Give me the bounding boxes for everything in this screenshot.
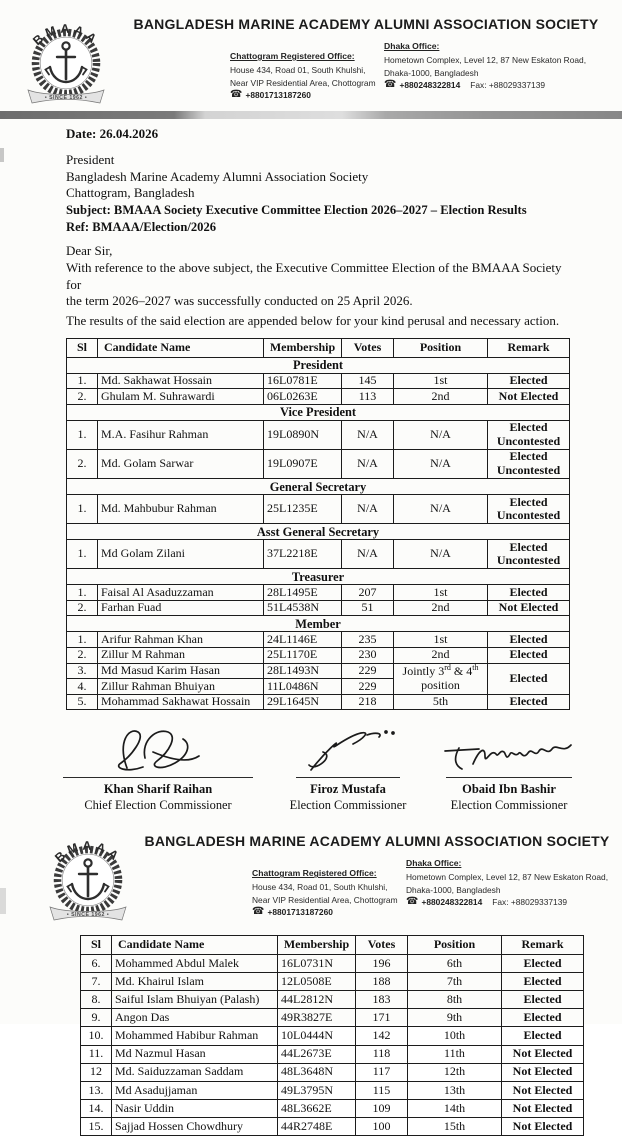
cell-position: 10th — [408, 1027, 502, 1045]
column-header: Votes — [356, 936, 408, 955]
cell-candidate-name: Ghulam M. Suhrawardi — [98, 389, 264, 405]
cell-remark: Elected Uncontested — [488, 540, 570, 569]
cell-remark: Elected Uncontested — [488, 420, 570, 449]
table-row — [67, 647, 570, 663]
cell-position: 8th — [408, 991, 502, 1009]
address-line: Hometown Complex, Level 12, 87 New Eskaton Road, — [384, 55, 587, 65]
cell-candidate-name: Saiful Islam Bhuiyan (Palash) — [112, 991, 278, 1009]
cell-position: 1st — [394, 585, 488, 601]
cell-sl: 13. — [81, 1081, 112, 1099]
chattogram-office-block — [252, 868, 406, 917]
dhaka-office-heading: Dhaka Office: — [384, 41, 440, 51]
table-row — [67, 389, 570, 405]
cell-membership: 25L1170E — [264, 647, 342, 663]
office-section-row — [67, 569, 570, 585]
cell-votes: 118 — [356, 1045, 408, 1063]
cell-candidate-name: Nasir Uddin — [112, 1099, 278, 1117]
cell-candidate-name: Mohammed Abdul Malek — [112, 954, 278, 972]
cell-remark: Not Elected — [502, 1045, 584, 1063]
table-row — [81, 991, 584, 1009]
office-section-title: General Secretary — [67, 479, 570, 495]
cell-sl: 14. — [81, 1099, 112, 1117]
table-row — [81, 954, 584, 972]
cell-candidate-name: Sajjad Hossen Chowdhury — [112, 1118, 278, 1136]
office-addresses — [118, 41, 614, 100]
signature-image — [83, 722, 233, 776]
cell-position: 12th — [408, 1063, 502, 1081]
cell-remark: Elected — [502, 1027, 584, 1045]
signatory-name: Firoz Mustafa — [310, 782, 386, 797]
cell-sl: 2. — [67, 389, 98, 405]
cell-votes: N/A — [342, 449, 394, 478]
phone-icon: ☎ — [252, 906, 265, 918]
table-header-row — [67, 339, 570, 358]
cell-sl: 4. — [67, 679, 98, 695]
cell-membership: 06L0263E — [264, 389, 342, 405]
cell-candidate-name: Md Masud Karim Hasan — [98, 663, 264, 679]
phone-number: +880248322814 — [399, 80, 461, 91]
address-line: House 434, Road 01, South Khulshi, — [252, 882, 388, 893]
cell-membership: 24L1146E — [264, 632, 342, 648]
cell-membership: 48L3648N — [278, 1063, 356, 1081]
logo-acronym: BMAAA — [30, 21, 102, 49]
cell-membership: 19L0890N — [264, 420, 342, 449]
cell-remark: Elected — [488, 373, 570, 389]
election-results-table-page2 — [80, 935, 584, 1136]
cell-remark: Elected — [488, 694, 570, 710]
office-section-row — [67, 357, 570, 373]
cell-position: N/A — [394, 420, 488, 449]
letter-paragraph — [66, 260, 572, 311]
phone-line — [230, 90, 384, 100]
cell-remark: Elected Uncontested — [488, 495, 570, 524]
cell-candidate-name: Md. Khairul Islam — [112, 972, 278, 990]
logo-acronym: BMAAA — [52, 838, 124, 866]
logo-banner-text: • SINCE 1962 • — [66, 912, 110, 919]
cell-sl: 1. — [67, 585, 98, 601]
table-row — [81, 1009, 584, 1027]
address-line: Dhaka-1000, Bangladesh — [406, 884, 501, 895]
signature-line — [63, 777, 253, 778]
table-row — [67, 632, 570, 648]
closing-line: The results of the said election are appended below for your kind perusal and necessary action. — [66, 313, 560, 329]
letterhead-right — [140, 822, 614, 926]
cell-sl: 6. — [81, 954, 112, 972]
office-section-row — [67, 479, 570, 495]
chattogram-office-heading: Chattogram Registered Office: — [230, 51, 355, 61]
cell-position: 7th — [408, 972, 502, 990]
cell-remark: Elected — [502, 1009, 584, 1027]
cell-position: 2nd — [394, 600, 488, 616]
cell-membership: 51L4538N — [264, 600, 342, 616]
cell-votes: 235 — [342, 632, 394, 648]
cell-position: 2nd — [394, 647, 488, 663]
cell-membership: 29L1645N — [264, 694, 342, 710]
cell-votes: N/A — [342, 495, 394, 524]
office-section-row — [67, 616, 570, 632]
column-header: Candidate Name — [98, 339, 264, 358]
cell-remark: Not Elected — [502, 1063, 584, 1081]
phone-icon: ☎ — [384, 79, 397, 91]
office-section-title: Treasurer — [67, 569, 570, 585]
cell-position: N/A — [394, 495, 488, 524]
cell-position: 13th — [408, 1081, 502, 1099]
cell-membership: 49R3827E — [278, 1009, 356, 1027]
cell-sl: 1. — [67, 632, 98, 648]
office-addresses — [140, 858, 614, 917]
cell-votes: 188 — [356, 972, 408, 990]
signature-line — [296, 777, 400, 778]
cell-candidate-name: Md Nazmul Hasan — [112, 1045, 278, 1063]
table-row — [81, 1045, 584, 1063]
cell-votes: 113 — [342, 389, 394, 405]
cell-sl: 12 — [81, 1063, 112, 1081]
cell-votes: N/A — [342, 540, 394, 569]
phone-line — [252, 907, 406, 917]
office-section-title: Vice President — [67, 404, 570, 420]
office-section-row — [67, 524, 570, 540]
column-header: Remark — [488, 339, 570, 358]
column-header: Candidate Name — [112, 936, 278, 955]
cell-sl: 11. — [81, 1045, 112, 1063]
address-line: Dhaka-1000, Bangladesh — [384, 67, 479, 78]
cell-sl: 3. — [67, 663, 98, 679]
signature-election-commissioner-1 — [282, 722, 414, 813]
cell-votes: 230 — [342, 647, 394, 663]
cell-candidate-name: Md. Mahbubur Rahman — [98, 495, 264, 524]
header-divider-bar — [0, 111, 622, 119]
table-row — [67, 694, 570, 710]
cell-votes: 196 — [356, 954, 408, 972]
phone-icon: ☎ — [406, 896, 419, 908]
cell-votes: 51 — [342, 600, 394, 616]
cell-candidate-name: Md. Sakhawat Hossain — [98, 373, 264, 389]
cell-candidate-name: Md. Saiduzzaman Saddam — [112, 1063, 278, 1081]
cell-candidate-name: Zillur Rahman Bhuiyan — [98, 679, 264, 695]
org-title: BANGLADESH MARINE ACADEMY ALUMNI ASSOCIATION SOCIETY — [144, 833, 610, 850]
cell-membership: 16L0781E — [264, 373, 342, 389]
chattogram-office-heading: Chattogram Registered Office: — [252, 868, 377, 879]
cell-sl: 8. — [81, 991, 112, 1009]
signatory-title: Chief Election Commissioner — [84, 797, 232, 812]
signatory-name: Khan Sharif Raihan — [103, 782, 213, 797]
recipient-line: Bangladesh Marine Academy Alumni Association Society — [66, 168, 369, 184]
column-header: Position — [408, 936, 502, 955]
address-line: Near VIP Residential Area, Chottogram — [252, 894, 398, 905]
cell-votes: 171 — [356, 1009, 408, 1027]
office-section-title: President — [67, 357, 570, 373]
cell-candidate-name: Mohammad Sakhawat Hossain — [98, 694, 264, 710]
table-row — [67, 495, 570, 524]
cell-remark: Elected — [488, 632, 570, 648]
cell-remark: Elected — [502, 991, 584, 1009]
signatory-name: Obaid Ibn Bashir — [462, 782, 556, 797]
cell-position: 1st — [394, 373, 488, 389]
cell-sl: 1. — [67, 540, 98, 569]
table-row — [67, 663, 570, 679]
cell-position: 9th — [408, 1009, 502, 1027]
org-logo-emblem — [14, 5, 118, 109]
org-logo-emblem — [36, 822, 140, 926]
chattogram-office-block — [230, 51, 384, 100]
signature-block — [0, 722, 622, 813]
cell-candidate-name: Farhan Fuad — [98, 600, 264, 616]
cell-sl: 15. — [81, 1118, 112, 1136]
ref-line: Ref: BMAAA/Election/2026 — [66, 220, 217, 235]
cell-remark: Not Elected — [502, 1118, 584, 1136]
letterhead-right — [118, 5, 614, 109]
cell-remark: Elected — [502, 954, 584, 972]
office-section-row — [67, 404, 570, 420]
table-row — [81, 1081, 584, 1099]
office-section-title: Member — [67, 616, 570, 632]
phone-line — [384, 80, 614, 90]
table-row — [81, 1099, 584, 1117]
signature-line — [446, 777, 572, 778]
cell-membership: 12L0508E — [278, 972, 356, 990]
cell-remark: Not Elected — [502, 1081, 584, 1099]
cell-position: 14th — [408, 1099, 502, 1117]
recipient-line: Chattogram, Bangladesh — [66, 185, 195, 200]
scan-artifact — [0, 888, 6, 914]
cell-remark: Elected — [488, 663, 570, 694]
paragraph-line: With reference to the above subject, the Executive Committee Election of the BMAAA Society for — [66, 259, 562, 292]
org-logo — [14, 5, 118, 109]
letter-date: Date: 26.04.2026 — [66, 126, 159, 141]
cell-position: Jointly 3rd & 4th position — [394, 663, 488, 694]
table-row — [67, 449, 570, 478]
cell-votes: 207 — [342, 585, 394, 601]
table-header-row — [81, 936, 584, 955]
cell-sl: 10. — [81, 1027, 112, 1045]
cell-membership: 44L2812N — [278, 991, 356, 1009]
phone-number: +8801713187260 — [245, 90, 311, 101]
fax-number: Fax: +88029337139 — [470, 80, 546, 91]
cell-membership: 44R2748E — [278, 1118, 356, 1136]
cell-votes: 115 — [356, 1081, 408, 1099]
cell-remark: Elected — [488, 585, 570, 601]
phone-number: +880248322814 — [421, 897, 483, 908]
cell-remark: Elected — [502, 972, 584, 990]
dhaka-office-block — [384, 41, 614, 100]
cell-candidate-name: Md Asadujjaman — [112, 1081, 278, 1099]
cell-votes: 109 — [356, 1099, 408, 1117]
table-row — [67, 600, 570, 616]
cell-votes: 218 — [342, 694, 394, 710]
letterhead — [0, 0, 622, 109]
letter-body — [0, 119, 622, 330]
cell-remark: Elected — [488, 647, 570, 663]
table-row — [67, 373, 570, 389]
table-row — [81, 1118, 584, 1136]
signature-chief-election-commissioner — [58, 722, 258, 813]
logo-banner-text: • SINCE 1962 • — [44, 95, 88, 101]
cell-membership: 28L1493N — [264, 663, 342, 679]
cell-votes: 229 — [342, 663, 394, 679]
election-results-table-page1 — [66, 338, 570, 710]
cell-position: 5th — [394, 694, 488, 710]
subject-line: Subject: BMAAA Society Executive Committee Election 2026–2027 – Election Results — [66, 202, 527, 217]
recipient-line: President — [66, 152, 115, 167]
cell-sl: 2. — [67, 647, 98, 663]
cell-sl: 9. — [81, 1009, 112, 1027]
cell-sl: 5. — [67, 694, 98, 710]
recipient-block — [66, 152, 572, 202]
fax-number: Fax: +88029337139 — [492, 897, 568, 908]
table-row — [67, 585, 570, 601]
cell-membership: 10L0444N — [278, 1027, 356, 1045]
cell-candidate-name: Zillur M Rahman — [98, 647, 264, 663]
org-title: BANGLADESH MARINE ACADEMY ALUMNI ASSOCIATION SOCIETY — [133, 16, 599, 32]
signature-election-commissioner-2 — [438, 722, 580, 813]
phone-line — [406, 897, 614, 907]
cell-sl: 2. — [67, 449, 98, 478]
cell-membership: 16L0731N — [278, 954, 356, 972]
cell-candidate-name: Mohammed Habibur Rahman — [112, 1027, 278, 1045]
cell-candidate-name: Faisal Al Asaduzzaman — [98, 585, 264, 601]
signatory-title: Election Commissioner — [289, 797, 407, 812]
table-row — [81, 1063, 584, 1081]
cell-remark: Not Elected — [502, 1099, 584, 1117]
scan-artifact — [0, 148, 4, 162]
cell-candidate-name: Angon Das — [112, 1009, 278, 1027]
column-header: Remark — [502, 936, 584, 955]
table-row — [81, 972, 584, 990]
cell-position: 6th — [408, 954, 502, 972]
table-row — [67, 420, 570, 449]
cell-membership: 37L2218E — [264, 540, 342, 569]
cell-sl: 1. — [67, 420, 98, 449]
cell-position: 1st — [394, 632, 488, 648]
cell-position: N/A — [394, 540, 488, 569]
signatory-title: Election Commissioner — [450, 797, 568, 812]
cell-votes: 100 — [356, 1118, 408, 1136]
column-header: Votes — [342, 339, 394, 358]
table-row — [67, 540, 570, 569]
cell-membership: 44L2673E — [278, 1045, 356, 1063]
column-header: Membership — [278, 936, 356, 955]
org-logo — [36, 822, 140, 926]
office-section-title: Asst General Secretary — [67, 524, 570, 540]
cell-sl: 1. — [67, 495, 98, 524]
cell-candidate-name: Arifur Rahman Khan — [98, 632, 264, 648]
column-header: Sl — [81, 936, 112, 955]
cell-votes: N/A — [342, 420, 394, 449]
cell-membership: 49L3795N — [278, 1081, 356, 1099]
cell-votes: 145 — [342, 373, 394, 389]
cell-position: N/A — [394, 449, 488, 478]
cell-candidate-name: M.A. Fasihur Rahman — [98, 420, 264, 449]
address-line: Hometown Complex, Level 12, 87 New Eskaton Road, — [406, 872, 609, 883]
column-header: Sl — [67, 339, 98, 358]
salutation: Dear Sir, — [66, 242, 113, 258]
cell-membership: 28L1495E — [264, 585, 342, 601]
cell-votes: 183 — [356, 991, 408, 1009]
cell-votes: 229 — [342, 679, 394, 695]
cell-position: 2nd — [394, 389, 488, 405]
signature-image — [289, 726, 407, 776]
phone-number: +8801713187260 — [267, 907, 333, 918]
cell-membership: 25L1235E — [264, 495, 342, 524]
cell-votes: 142 — [356, 1027, 408, 1045]
cell-candidate-name: Md Golam Zilani — [98, 540, 264, 569]
cell-sl: 7. — [81, 972, 112, 990]
table-row — [81, 1027, 584, 1045]
cell-membership: 11L0486N — [264, 679, 342, 695]
address-line: Near VIP Residential Area, Chottogram — [230, 77, 376, 88]
paragraph-line: the term 2026–2027 was successfully conducted on 25 April 2026. — [66, 293, 413, 309]
cell-position: 11th — [408, 1045, 502, 1063]
cell-position: 15th — [408, 1118, 502, 1136]
phone-icon: ☎ — [230, 89, 243, 101]
signature-image — [439, 732, 579, 776]
cell-remark: Not Elected — [488, 600, 570, 616]
cell-sl: 2. — [67, 600, 98, 616]
cell-remark: Elected Uncontested — [488, 449, 570, 478]
cell-membership: 48L3662E — [278, 1099, 356, 1117]
column-header: Membership — [264, 339, 342, 358]
cell-candidate-name: Md. Golam Sarwar — [98, 449, 264, 478]
cell-membership: 19L0907E — [264, 449, 342, 478]
column-header: Position — [394, 339, 488, 358]
cell-votes: 117 — [356, 1063, 408, 1081]
cell-sl: 1. — [67, 373, 98, 389]
dhaka-office-block — [406, 858, 614, 917]
letterhead-page2 — [0, 817, 622, 926]
dhaka-office-heading: Dhaka Office: — [406, 858, 462, 869]
cell-remark: Not Elected — [488, 389, 570, 405]
address-line: House 434, Road 01, South Khulshi, — [230, 65, 366, 75]
